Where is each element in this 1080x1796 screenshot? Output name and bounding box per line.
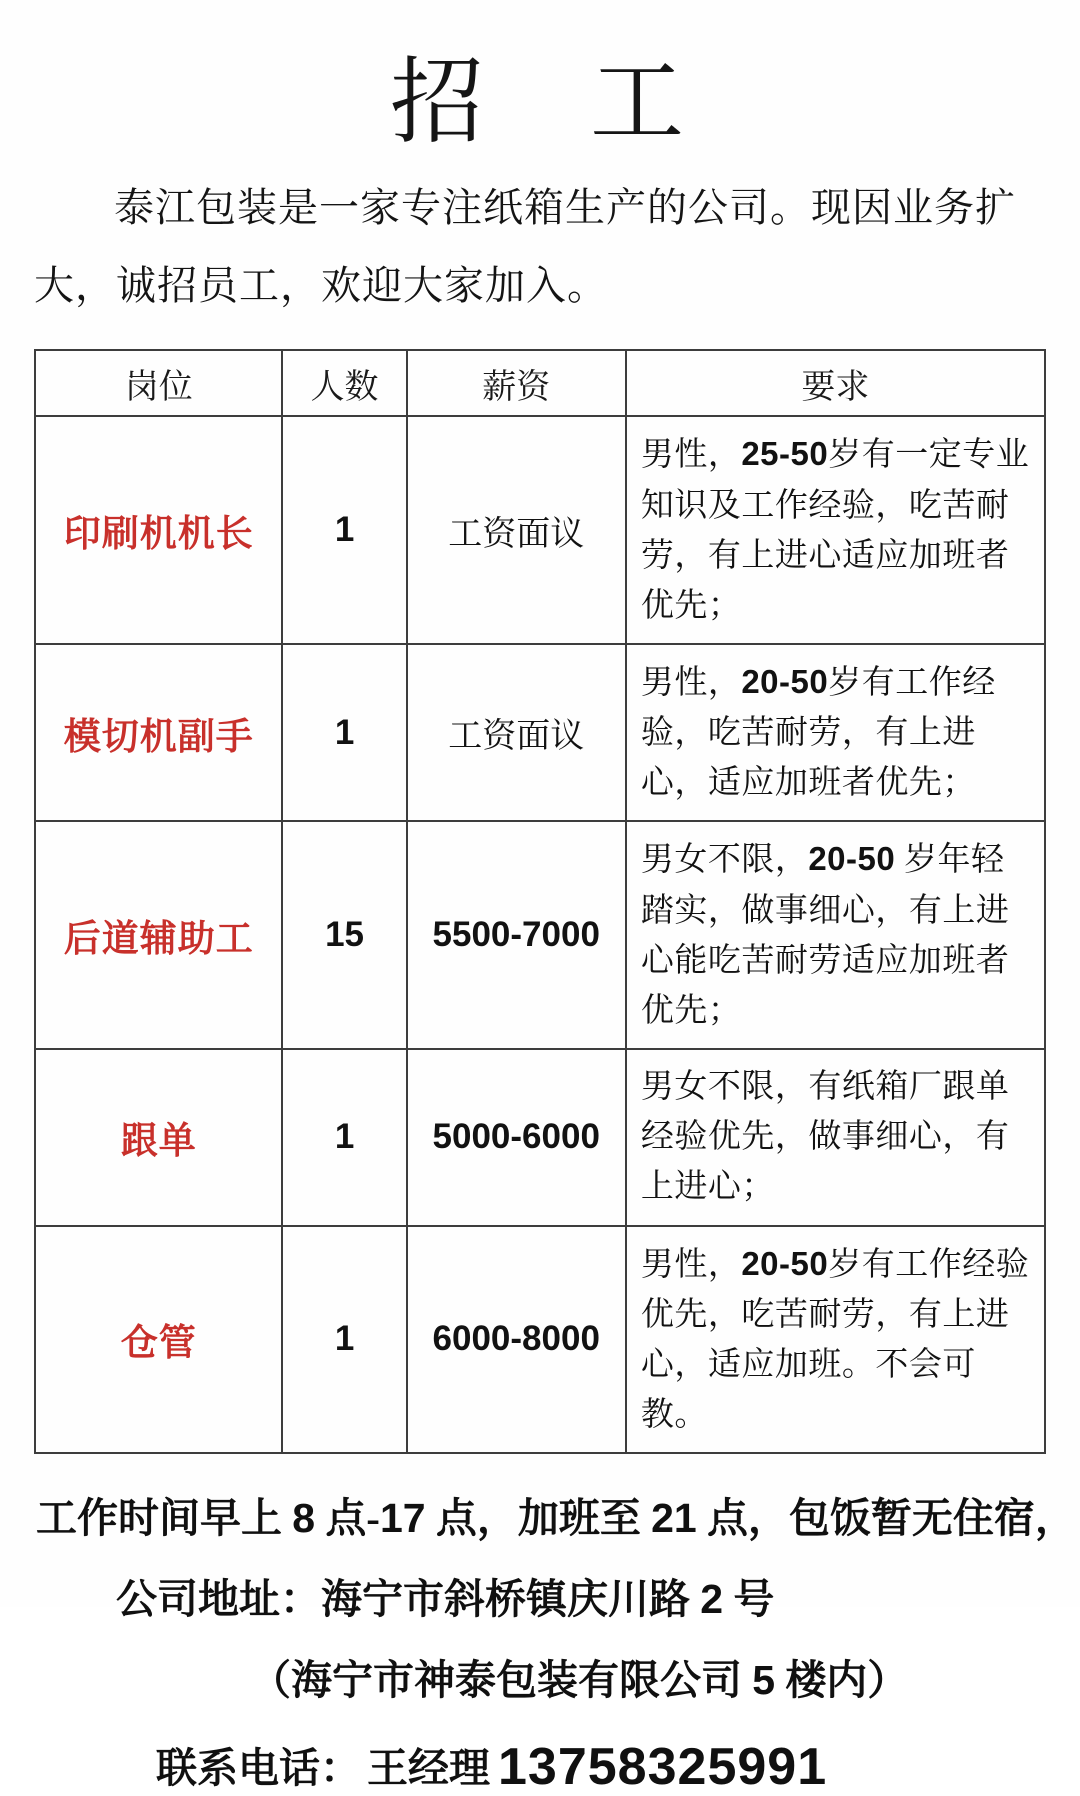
job-headcount: 1	[282, 644, 406, 821]
job-requirements: 男性，25-50岁有一定专业知识及工作经验，吃苦耐劳，有上进心适应加班者优先；	[626, 416, 1045, 644]
address-note-line: （海宁市神泰包装有限公司 5 楼内）	[250, 1657, 909, 1704]
contact-line	[156, 1738, 1080, 1796]
jobs-table	[34, 349, 1046, 1454]
job-position: 模切机副手	[35, 644, 282, 821]
poster-footer	[0, 1495, 1080, 1796]
company-address-line: 公司地址：海宁市斜桥镇庆川路 2 号	[116, 1576, 775, 1623]
table-row	[35, 1049, 1045, 1225]
job-salary: 6000-8000	[407, 1226, 626, 1454]
table-row	[35, 416, 1045, 644]
header-cell-headcount: 人数	[282, 350, 406, 416]
table-row	[35, 1226, 1045, 1454]
table-row	[35, 644, 1045, 821]
job-requirements: 男女不限，20-50 岁年轻踏实，做事细心，有上进心能吃苦耐劳适应加班者优先；	[626, 821, 1045, 1049]
job-requirements: 男女不限，有纸箱厂跟单经验优先，做事细心，有上进心；	[626, 1049, 1045, 1225]
job-position: 后道辅助工	[35, 821, 282, 1049]
jobs-table-header	[35, 350, 1045, 416]
table-row	[35, 821, 1045, 1049]
contact-label: 联系电话：	[156, 1745, 361, 1792]
job-salary: 5500-7000	[407, 821, 626, 1049]
job-salary: 工资面议	[407, 644, 626, 821]
job-requirements: 男性，20-50岁有工作经验优先，吃苦耐劳，有上进心，适应加班。不会可教。	[626, 1226, 1045, 1454]
header-cell-requirements: 要求	[626, 350, 1045, 416]
intro-paragraph: 泰江包装是一家专注纸箱生产的公司。现因业务扩大，诚招员工，欢迎大家加入。	[34, 185, 1016, 309]
header-row	[35, 350, 1045, 416]
job-salary: 5000-6000	[407, 1049, 626, 1225]
job-headcount: 1	[282, 416, 406, 644]
header-cell-salary: 薪资	[407, 350, 626, 416]
job-headcount: 1	[282, 1226, 406, 1454]
poster-title: 招 工	[389, 51, 690, 155]
job-salary: 工资面议	[407, 416, 626, 644]
job-position: 印刷机机长	[35, 416, 282, 644]
header-cell-position: 岗位	[35, 350, 282, 416]
job-position: 仓管	[35, 1226, 282, 1454]
job-position: 跟单	[35, 1049, 282, 1225]
contact-name: 王经理	[367, 1745, 490, 1792]
job-headcount: 1	[282, 1049, 406, 1225]
contact-phone: 13758325991	[498, 1738, 828, 1796]
work-time-line: 工作时间早上 8 点-17 点，加班至 21 点，包饭暂无住宿，	[36, 1495, 1076, 1542]
job-headcount: 15	[282, 821, 406, 1049]
job-requirements: 男性，20-50岁有工作经验，吃苦耐劳，有上进心，适应加班者优先；	[626, 644, 1045, 821]
